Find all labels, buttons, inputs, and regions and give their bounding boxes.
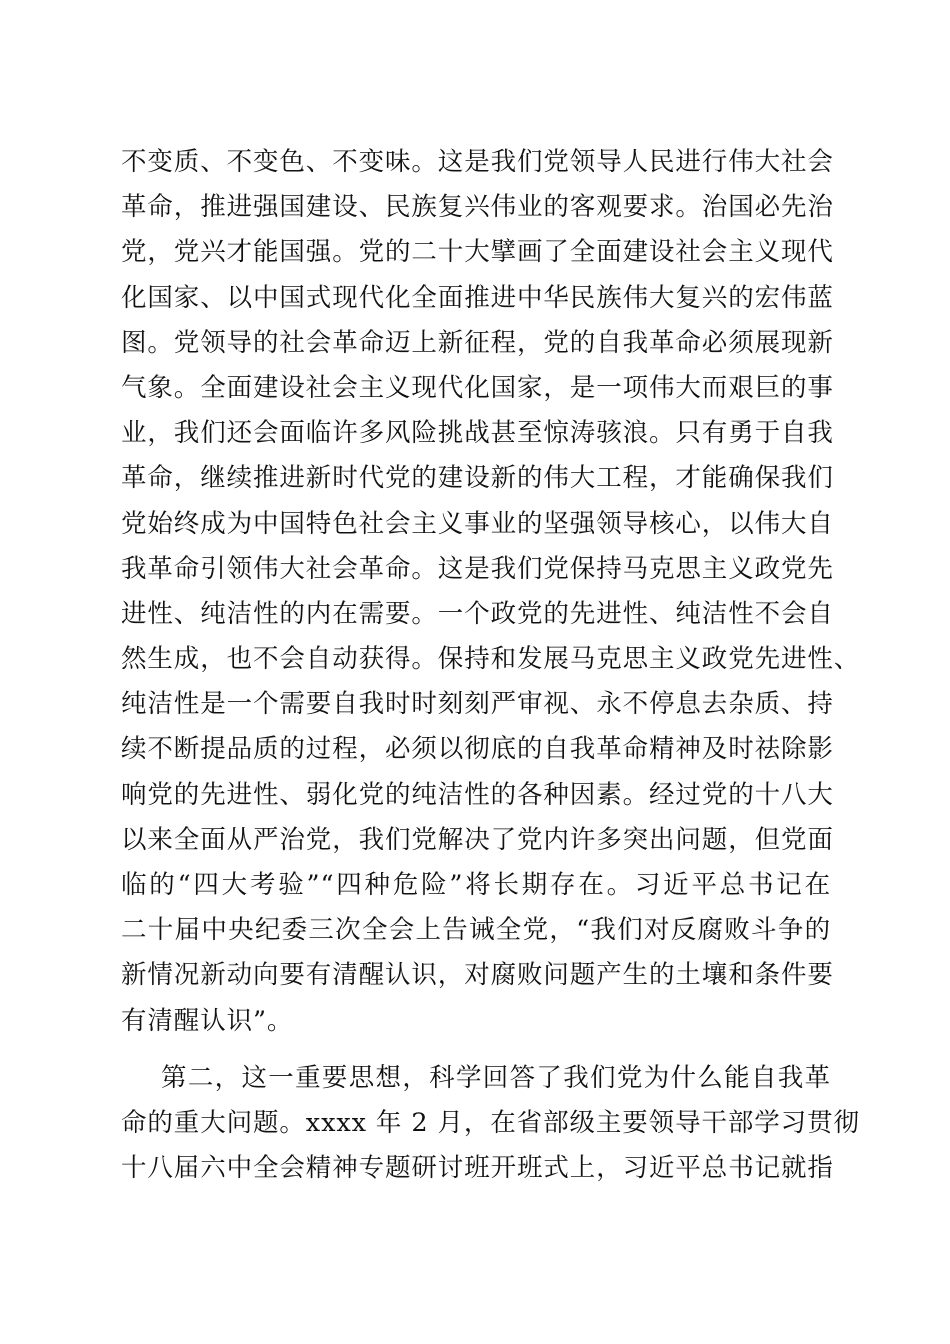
text-line: 进性、纯洁性的内在需要。一个政党的先进性、纯洁性不会自 xyxy=(121,598,834,629)
text-line: 气象。全面建设社会主义现代化国家，是一项伟大而艰巨的事 xyxy=(121,372,834,403)
document-body xyxy=(121,140,861,1191)
text-line: 响党的先进性、弱化党的纯洁性的各种因素。经过党的十八大 xyxy=(121,779,834,810)
text-line: 革命，继续推进新时代党的建设新的伟大工程，才能确保我们 xyxy=(121,463,834,494)
text-line: 新情况新动向要有清醒认识，对腐败问题产生的土壤和条件要 xyxy=(121,960,834,991)
text-line: 二十届中央纪委三次全会上告诫全党，“我们对反腐败斗争的 xyxy=(121,915,831,946)
text-line: 党，党兴才能国强。党的二十大擘画了全面建设社会主义现代 xyxy=(121,237,834,268)
text-line: 十八届六中全会精神专题研讨班开班式上，习近平总书记就指 xyxy=(121,1153,834,1184)
paragraph-2 xyxy=(121,1056,860,1192)
paragraph-1 xyxy=(121,140,861,1044)
text-line: 不变质、不变色、不变味。这是我们党领导人民进行伟大社会 xyxy=(121,147,834,177)
text-line: 临的“四大考验”“四种危险”将长期存在。习近平总书记在 xyxy=(121,870,831,900)
text-line: 化国家、以中国式现代化全面推进中华民族伟大复兴的宏伟蓝 xyxy=(121,282,834,313)
text-line: 命的重大问题。xxxx 年 2 月，在省部级主要领导干部学习贯彻 xyxy=(121,1107,860,1138)
text-line: 我革命引领伟大社会革命。这是我们党保持马克思主义政党先 xyxy=(121,553,834,584)
text-line: 业，我们还会面临许多风险挑战甚至惊涛骇浪。只有勇于自我 xyxy=(121,418,834,449)
text-line-first: 第二，这一重要思想，科学回答了我们党为什么能自我革 xyxy=(161,1062,831,1093)
text-line: 图。党领导的社会革命迈上新征程，党的自我革命必须展现新 xyxy=(121,327,834,358)
text-line: 党始终成为中国特色社会主义事业的坚强领导核心，以伟大自 xyxy=(121,508,834,539)
text-line: 以来全面从严治党，我们党解决了党内许多突出问题，但党面 xyxy=(121,824,834,855)
text-line: 革命，推进强国建设、民族复兴伟业的客观要求。治国必先治 xyxy=(121,192,834,223)
text-line-last: 有清醒认识”。 xyxy=(121,1005,294,1036)
text-line: 纯洁性是一个需要自我时时刻刻严审视、永不停息去杂质、持 xyxy=(121,689,834,720)
paragraph-gap xyxy=(121,1044,831,1056)
text-line: 续不断提品质的过程，必须以彻底的自我革命精神及时祛除影 xyxy=(121,734,834,765)
text-line: 然生成，也不会自动获得。保持和发展马克思主义政党先进性、 xyxy=(121,644,861,675)
